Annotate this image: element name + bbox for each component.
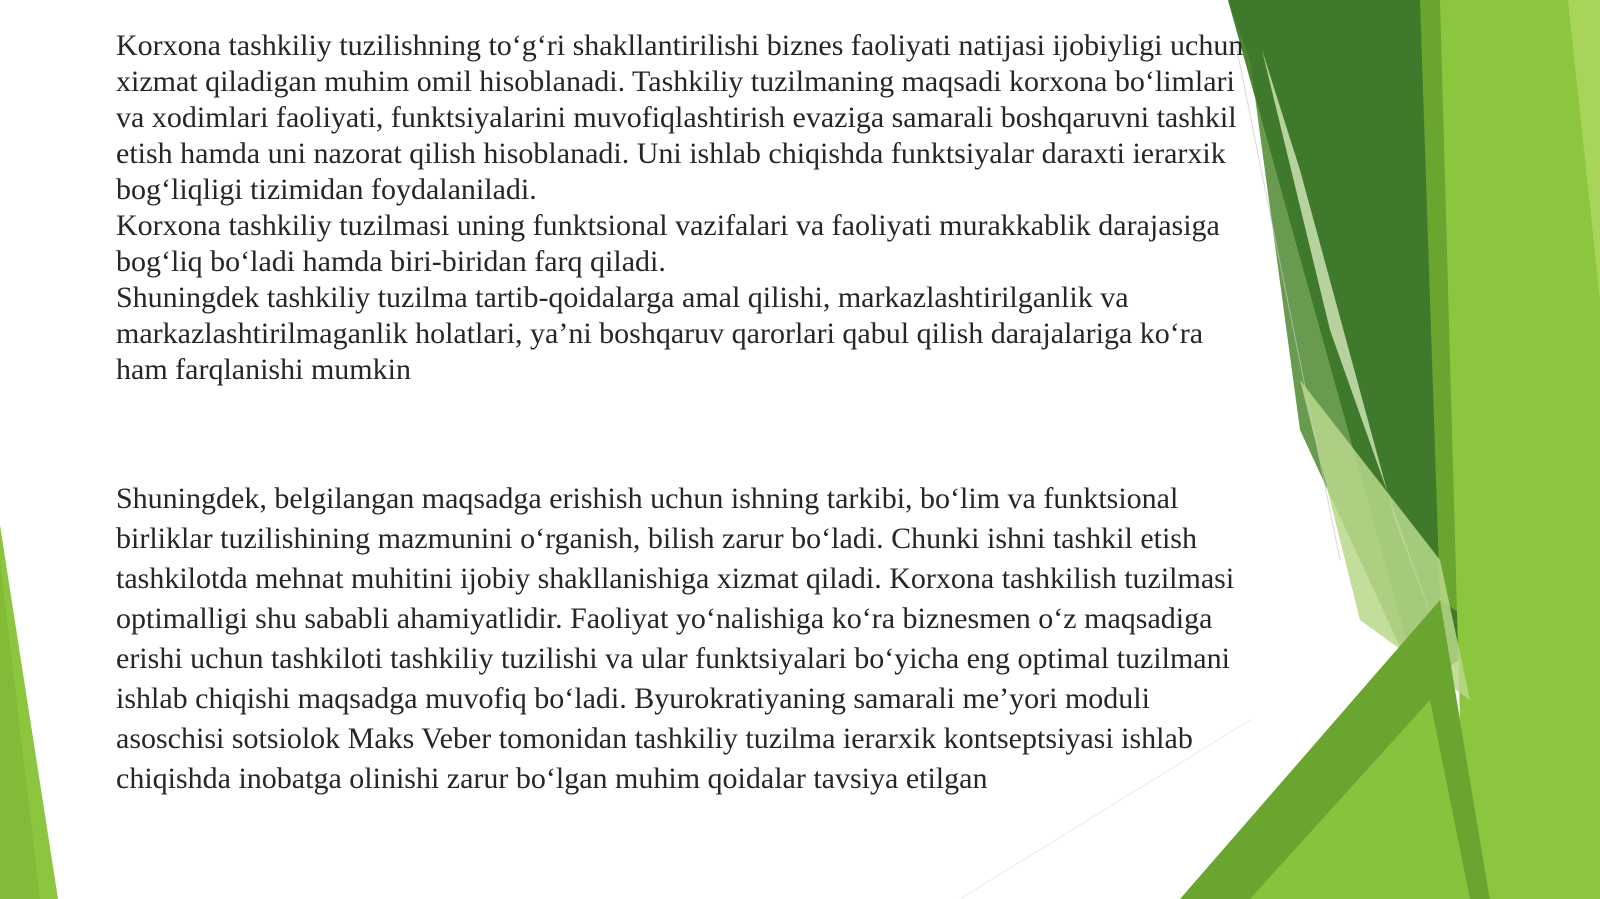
- text-block-top: [116, 28, 1246, 388]
- text-block-bottom: [116, 479, 1246, 799]
- paragraph-intro: Korxona tashkiliy tuzilishning to‘g‘ri shakllantirilishi biznes faoliyati natijasi ijobiyligi uchun xizmat qiladigan muhim omil hisoblanadi. Tashkiliy tuzilmaning maqsadi korxona bo‘limlari va xodimlari faoliyati, funktsiyalarini muvofiqlashtirish evaziga samarali boshqaruvni tashkil etish hamda uni nazorat qilish hisoblanadi. Uni ishlab chiqishda funktsiyalar daraxti ierarxik bog‘liqligi tizimidan foydalaniladi.: [116, 29, 1244, 206]
- paragraph-optimal-structure: Shuningdek, belgilangan maqsadga erishish uchun ishning tarkibi, bo‘lim va funktsional birliklar tuzilishining mazmunini o‘rganish, bilish zarur bo‘ladi. Chunki ishni tashkil etish tashkilotda mehnat muhitini ijobiy shakllanishiga xizmat qiladi. Korxona tashkilish tuzilmasi optimalligi shu sababli ahamiyatlidir. Faoliyat yo‘nalishiga ko‘ra biznesmen o‘z maqsadiga erishi uchun tashkiloti tashkiliy tuzilishi va ular funktsiyalari bo‘yicha eng optimal tuzilmani ishlab chiqishi maqsadga muvofiq bo‘ladi. Byurokratiyaning samarali me’yori moduli asoschisi sotsiolok Maks Veber tomonidan tashkiliy tuzilma ierarxik kontseptsiyasi ishlab chiqishda inobatga olinishi zarur bo‘lgan muhim qoidalar tavsiya etilgan: [116, 482, 1235, 795]
- paragraph-centralization: Shuningdek tashkiliy tuzilma tartib-qoidalarga amal qilishi, markazlashtirilganlik va markazlashtirilmaganlik holatlari, ya’ni boshqaruv qarorlari qabul qilish darajalariga ko‘ra ham farqlanishi mumkin: [116, 281, 1204, 386]
- paragraph-structure-dependence: Korxona tashkiliy tuzilmasi uning funktsional vazifalari va faoliyati murakkablik darajasiga bog‘liq bo‘ladi hamda biri-biridan farq qiladi.: [116, 209, 1220, 278]
